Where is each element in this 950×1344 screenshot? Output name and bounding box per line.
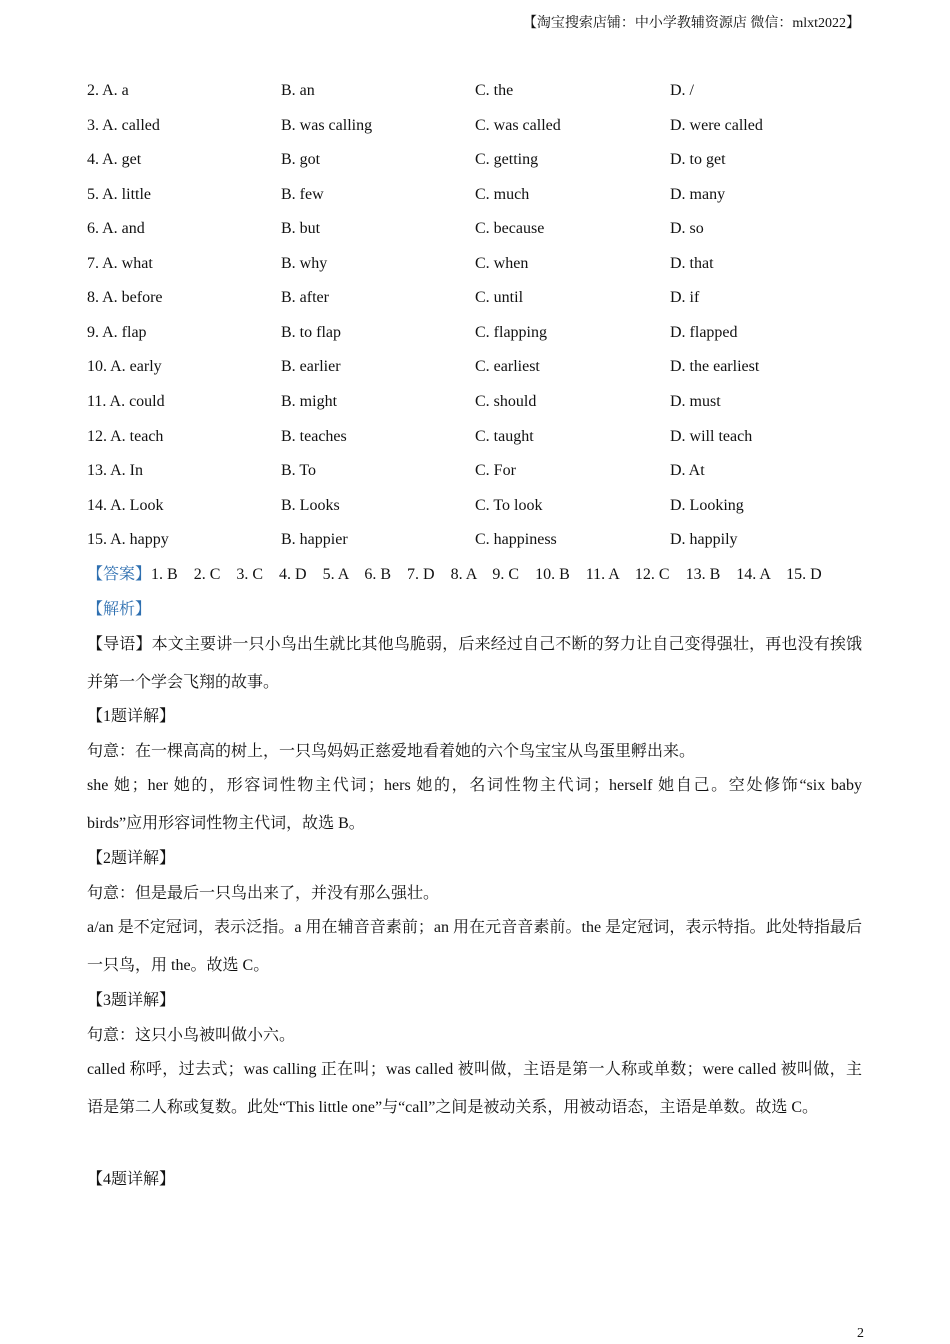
option-b: B. to flap (281, 324, 341, 341)
option-row-4 (87, 148, 862, 172)
option-row-11 (87, 390, 862, 414)
option-b: B. Looks (281, 497, 340, 514)
option-c: C. because (475, 220, 545, 237)
option-c: C. until (475, 289, 524, 306)
option-a: 9. A. flap (87, 324, 147, 341)
analysis-label: 【解析】 (87, 601, 152, 618)
option-d: D. Looking (670, 497, 744, 514)
option-d: D. / (670, 82, 694, 99)
option-a: 5. A. little (87, 186, 151, 203)
option-row-3 (87, 114, 862, 138)
option-c: C. taught (475, 428, 534, 445)
option-row-9 (87, 321, 862, 345)
option-row-8 (87, 286, 862, 310)
option-a: 8. A. before (87, 289, 163, 306)
option-c: C. the (475, 82, 514, 99)
option-c: C. getting (475, 151, 539, 168)
option-c: C. when (475, 255, 529, 272)
option-c: C. flapping (475, 324, 547, 341)
option-row-6 (87, 217, 862, 241)
q2-meaning: 句意：但是最后一只鸟出来了，并没有那么强壮。 (87, 885, 440, 902)
q1-meaning: 句意：在一棵高高的树上，一只鸟妈妈正慈爱地看着她的六个鸟宝宝从鸟蛋里孵出来。 (87, 743, 696, 760)
option-c: C. much (475, 186, 530, 203)
q3-title: 【3题详解】 (87, 992, 176, 1009)
option-c: C. should (475, 393, 537, 410)
option-row-5 (87, 183, 862, 207)
option-c: C. was called (475, 117, 561, 134)
option-row-14 (87, 494, 862, 518)
option-d: D. were called (670, 117, 763, 134)
answer-line (87, 563, 822, 587)
option-b: B. but (281, 220, 321, 237)
option-c: C. To look (475, 497, 543, 514)
option-d: D. must (670, 393, 721, 410)
option-a: 15. A. happy (87, 531, 169, 548)
option-b: B. got (281, 151, 321, 168)
option-c: C. happiness (475, 531, 557, 548)
option-a: 7. A. what (87, 255, 153, 272)
option-a: 4. A. get (87, 151, 142, 168)
option-d: D. to get (670, 151, 726, 168)
answer-label: 【答案】 (87, 566, 152, 583)
q1-explanation: she 她；her 她的，形容词性物主代词；hers 她的，名词性物主代词；herself 她自己。空处修饰“six baby birds”应用形容词性物主代词，故选 B。 (87, 777, 862, 832)
option-a: 13. A. In (87, 462, 143, 479)
option-a: 6. A. and (87, 220, 145, 237)
q2-explanation: a/an 是不定冠词，表示泛指。a 用在辅音音素前；an 用在元音音素前。the 是定冠词，表示特指。此处特指最后一只鸟，用 the。故选 C。 (87, 919, 862, 974)
option-b: B. happier (281, 531, 348, 548)
option-row-2 (87, 79, 862, 103)
q3-explanation: called 称呼，过去式；was calling 正在叫；was called 被叫做，主语是第一人称或单数；were called 被叫做，主语是第二人称或复数。此处“This little one”与“call”之间是被动关系，用被动语态，主语是单数。故选 C。 (87, 1061, 862, 1116)
option-a: 10. A. early (87, 358, 162, 375)
option-d: D. if (670, 289, 700, 306)
option-d: D. At (670, 462, 705, 479)
option-row-12 (87, 425, 862, 449)
option-row-7 (87, 252, 862, 276)
intro-paragraph: 【导语】本文主要讲一只小鸟出生就比其他鸟脆弱，后来经过自己不断的努力让自己变得强壮，再也没有挨饿并第一个学会飞翔的故事。 (87, 636, 862, 691)
option-d: D. that (670, 255, 714, 272)
option-a: 3. A. called (87, 117, 160, 134)
q3-meaning: 句意：这只小鸟被叫做小六。 (87, 1027, 296, 1044)
option-c: C. earliest (475, 358, 540, 375)
option-b: B. an (281, 82, 315, 99)
option-a: 14. A. Look (87, 497, 164, 514)
option-b: B. teaches (281, 428, 347, 445)
option-a: 2. A. a (87, 82, 129, 99)
page-number: 2 (857, 1326, 864, 1341)
option-b: B. To (281, 462, 317, 479)
option-row-13 (87, 459, 862, 483)
option-c: C. For (475, 462, 516, 479)
option-row-10 (87, 355, 862, 379)
q2-title: 【2题详解】 (87, 850, 176, 867)
option-a: 12. A. teach (87, 428, 164, 445)
option-b: B. why (281, 255, 328, 272)
option-a: 11. A. could (87, 393, 165, 410)
page-header: 【淘宝搜索店铺：中小学教辅资源店 微信：mlxt2022】 (522, 16, 860, 31)
option-b: B. earlier (281, 358, 341, 375)
option-b: B. was calling (281, 117, 373, 134)
option-d: D. so (670, 220, 704, 237)
option-b: B. might (281, 393, 338, 410)
answer-text: 1. B 2. C 3. C 4. D 5. A 6. B 7. D 8. A 9. C 10. B 11. A 12. C 13. B 14. A 15. D (151, 566, 822, 583)
option-b: B. after (281, 289, 329, 306)
q4-title: 【4题详解】 (87, 1171, 176, 1188)
option-d: D. the earliest (670, 358, 760, 375)
option-b: B. few (281, 186, 324, 203)
option-d: D. many (670, 186, 726, 203)
option-d: D. happily (670, 531, 738, 548)
option-d: D. will teach (670, 428, 753, 445)
q1-title: 【1题详解】 (87, 708, 176, 725)
option-d: D. flapped (670, 324, 738, 341)
option-row-15 (87, 528, 862, 552)
